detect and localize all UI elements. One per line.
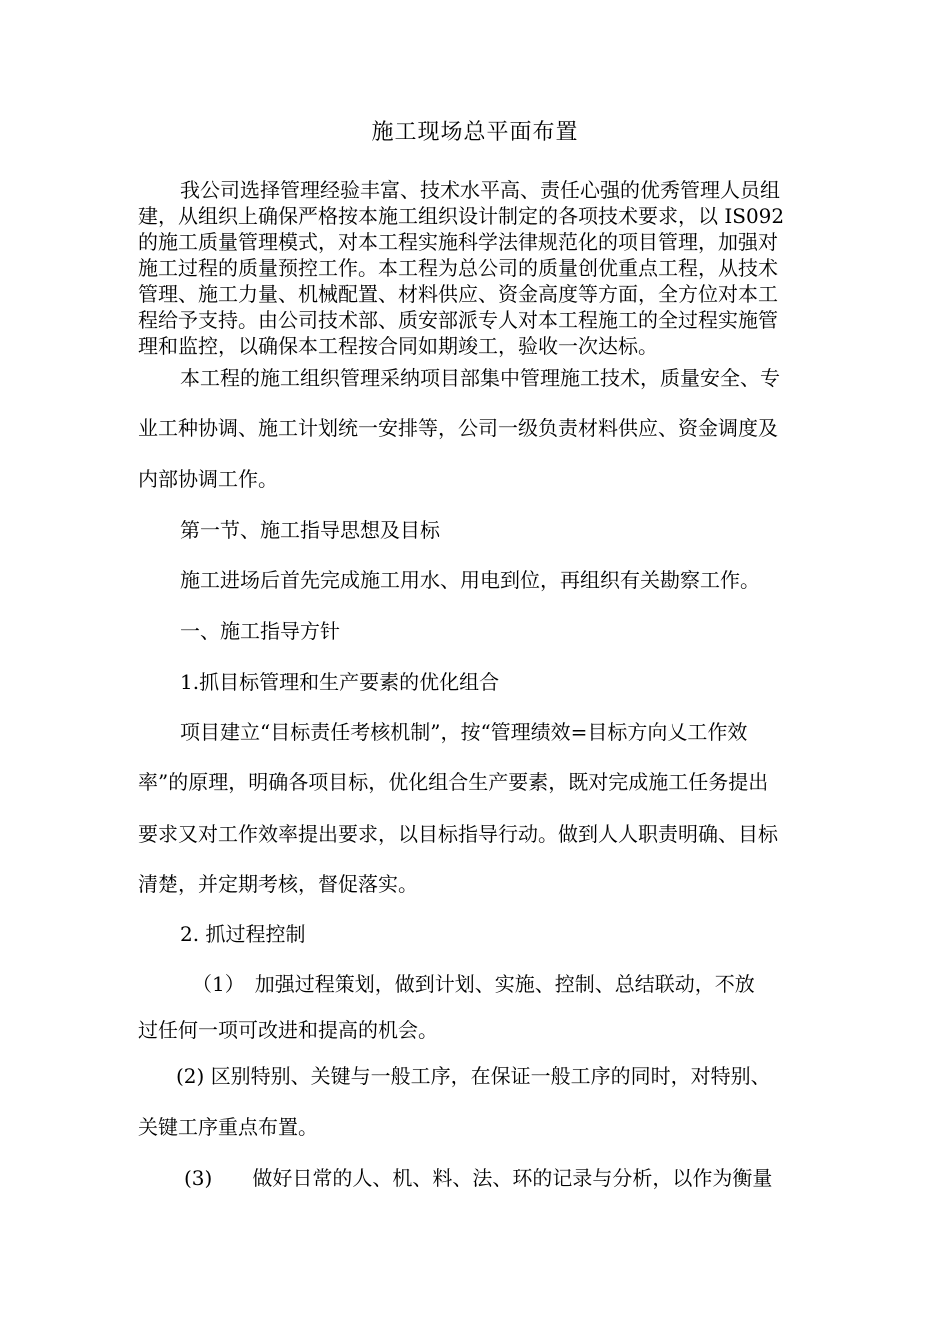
paragraph-line: 我公司选择管理经验丰富、技术水平高、责任心强的优秀管理人员组 [180, 178, 780, 202]
paragraph-line: 清楚，并定期考核，督促落实。 [138, 872, 418, 896]
paragraph-line: 管理、施工力量、机械配置、材料供应、资金高度等方面，全方位对本工 [138, 282, 778, 306]
paragraph-line: 施工进场后首先完成施工用水、用电到位，再组织有关勘察工作。 [180, 568, 760, 592]
paragraph-line: 项目建立“目标责任考核机制”，按“管理绩效=目标方向乂工作效 [180, 720, 748, 744]
paragraph-line: 率”的原理，明确各项目标，优化组合生产要素，既对完成施工任务提出 [138, 770, 769, 794]
paragraph-line: 建，从组织上确保严格按本施工组织设计制定的各项技术要求，以 IS092 [138, 204, 785, 228]
item-heading: 2. 抓过程控制 [180, 922, 306, 946]
list-item-line: 过任何一项可改进和提高的机会。 [138, 1018, 438, 1042]
item-heading: 1.抓目标管理和生产要素的优化组合 [180, 670, 500, 694]
page-title: 施工现场总平面布置 [371, 120, 579, 145]
section-heading: 第一节、施工指导思想及目标 [180, 518, 440, 542]
paragraph-line: 理和监控，以确保本工程按合同如期竣工，验收一次达标。 [138, 334, 658, 358]
paragraph-line: 施工过程的质量预控工作。本工程为总公司的质量创优重点工程，从技术 [138, 256, 778, 280]
paragraph-line: 要求又对工作效率提出要求，以目标指导行动。做到人人职责明确、目标 [138, 822, 778, 846]
list-item-line: 关键工序重点布置。 [138, 1115, 318, 1139]
subsection-heading: 一、施工指导方针 [180, 619, 340, 643]
list-item-line: (3) 做好日常的人、机、料、法、环的记录与分析，以作为衡量 [184, 1166, 773, 1190]
paragraph-line: 的施工质量管理模式，对本工程实施科学法律规范化的项目管理，加强对 [138, 230, 778, 254]
list-item-line: (2) 区别特别、关键与一般工序，在保证一般工序的同时，对特别、 [176, 1064, 771, 1088]
paragraph-line: 程给予支持。由公司技术部、质安部派专人对本工程施工的全过程实施管 [138, 308, 778, 332]
list-item-line: （1） 加强过程策划，做到计划、实施、控制、总结联动，不放 [192, 972, 755, 996]
paragraph-line: 业工种协调、施工计划统一安排等，公司一级负责材料供应、资金调度及 [138, 416, 778, 440]
paragraph-line: 本工程的施工组织管理采纳项目部集中管理施工技术，质量安全、专 [180, 366, 780, 390]
paragraph-line: 内部协调工作。 [138, 467, 278, 491]
